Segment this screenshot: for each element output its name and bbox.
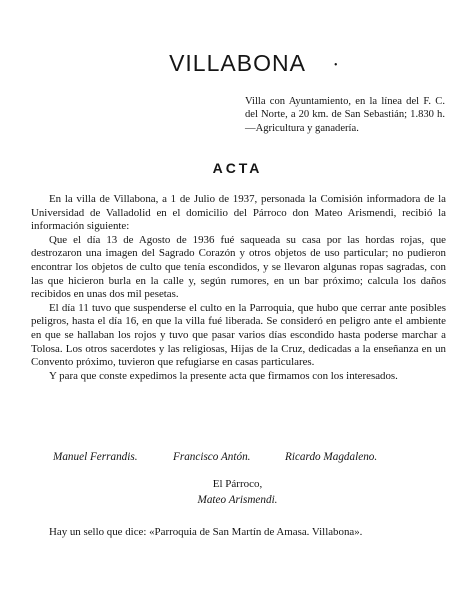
priest-name: Mateo Arismendi. <box>197 494 278 506</box>
paragraph: En la villa de Villabona, a 1 de Julio de 1937, personada la Comisión informadora de la Universidad de Valladolid en el domicilio del Párroco don Mateo Arismendi, recibió la información siguiente: <box>31 193 446 233</box>
body-text <box>31 193 446 383</box>
section-heading: ACTA <box>212 160 263 176</box>
paragraph: El día 11 tuvo que suspenderse el culto en la Parroquia, que hubo que cerrar ante posibles peligros, hasta el día 16, en que la villa fué liberada. Se consideró en peligro ante el ambiente en que se hallaban los rojos y tuvo que pasar varios días escondido hasta poderse marchar a Tolosa. Los otros sacerdotes y las religiosas, Hijas de la Cruz, dedicadas a la enseñanza en un Convento próximo, tuvieron que refugiarse en casas particulares. <box>31 301 446 369</box>
signature: Ricardo Magdaleno. <box>285 451 378 463</box>
paragraph: Que el día 13 de Agosto de 1936 fué saqueada su casa por las hordas rojas, que destrozaron una imagen del Sagrado Corazón y otros objetos de uso particular; no pudieron encontrar los objetos de culto que tenía escondidos, y se llevaron algunas ropas sagradas, con las que hicieron burla en la calle y, según rumores, en un bar próximo; calcula los daños recibidos en unas dos mil pesetas. <box>31 233 446 301</box>
priest-role: El Párroco, <box>212 478 263 490</box>
page-title: VILLABONA <box>169 50 306 76</box>
subtitle: Villa con Ayuntamiento, en la línea del F. C. del Norte, a 20 km. de San Sebastián; 1.830 h.—Agricultura y ganadería. <box>245 96 445 134</box>
paragraph: Y para que conste expedimos la presente acta que firmamos con los interesados. <box>49 369 398 382</box>
signature: Manuel Ferrandis. <box>53 451 138 463</box>
signature: Francisco Antón. <box>173 451 251 463</box>
title-mark: • <box>334 60 338 71</box>
seal-note: Hay un sello que dice: «Parroquia de San Martín de Amasa. Villabona». <box>49 526 363 538</box>
